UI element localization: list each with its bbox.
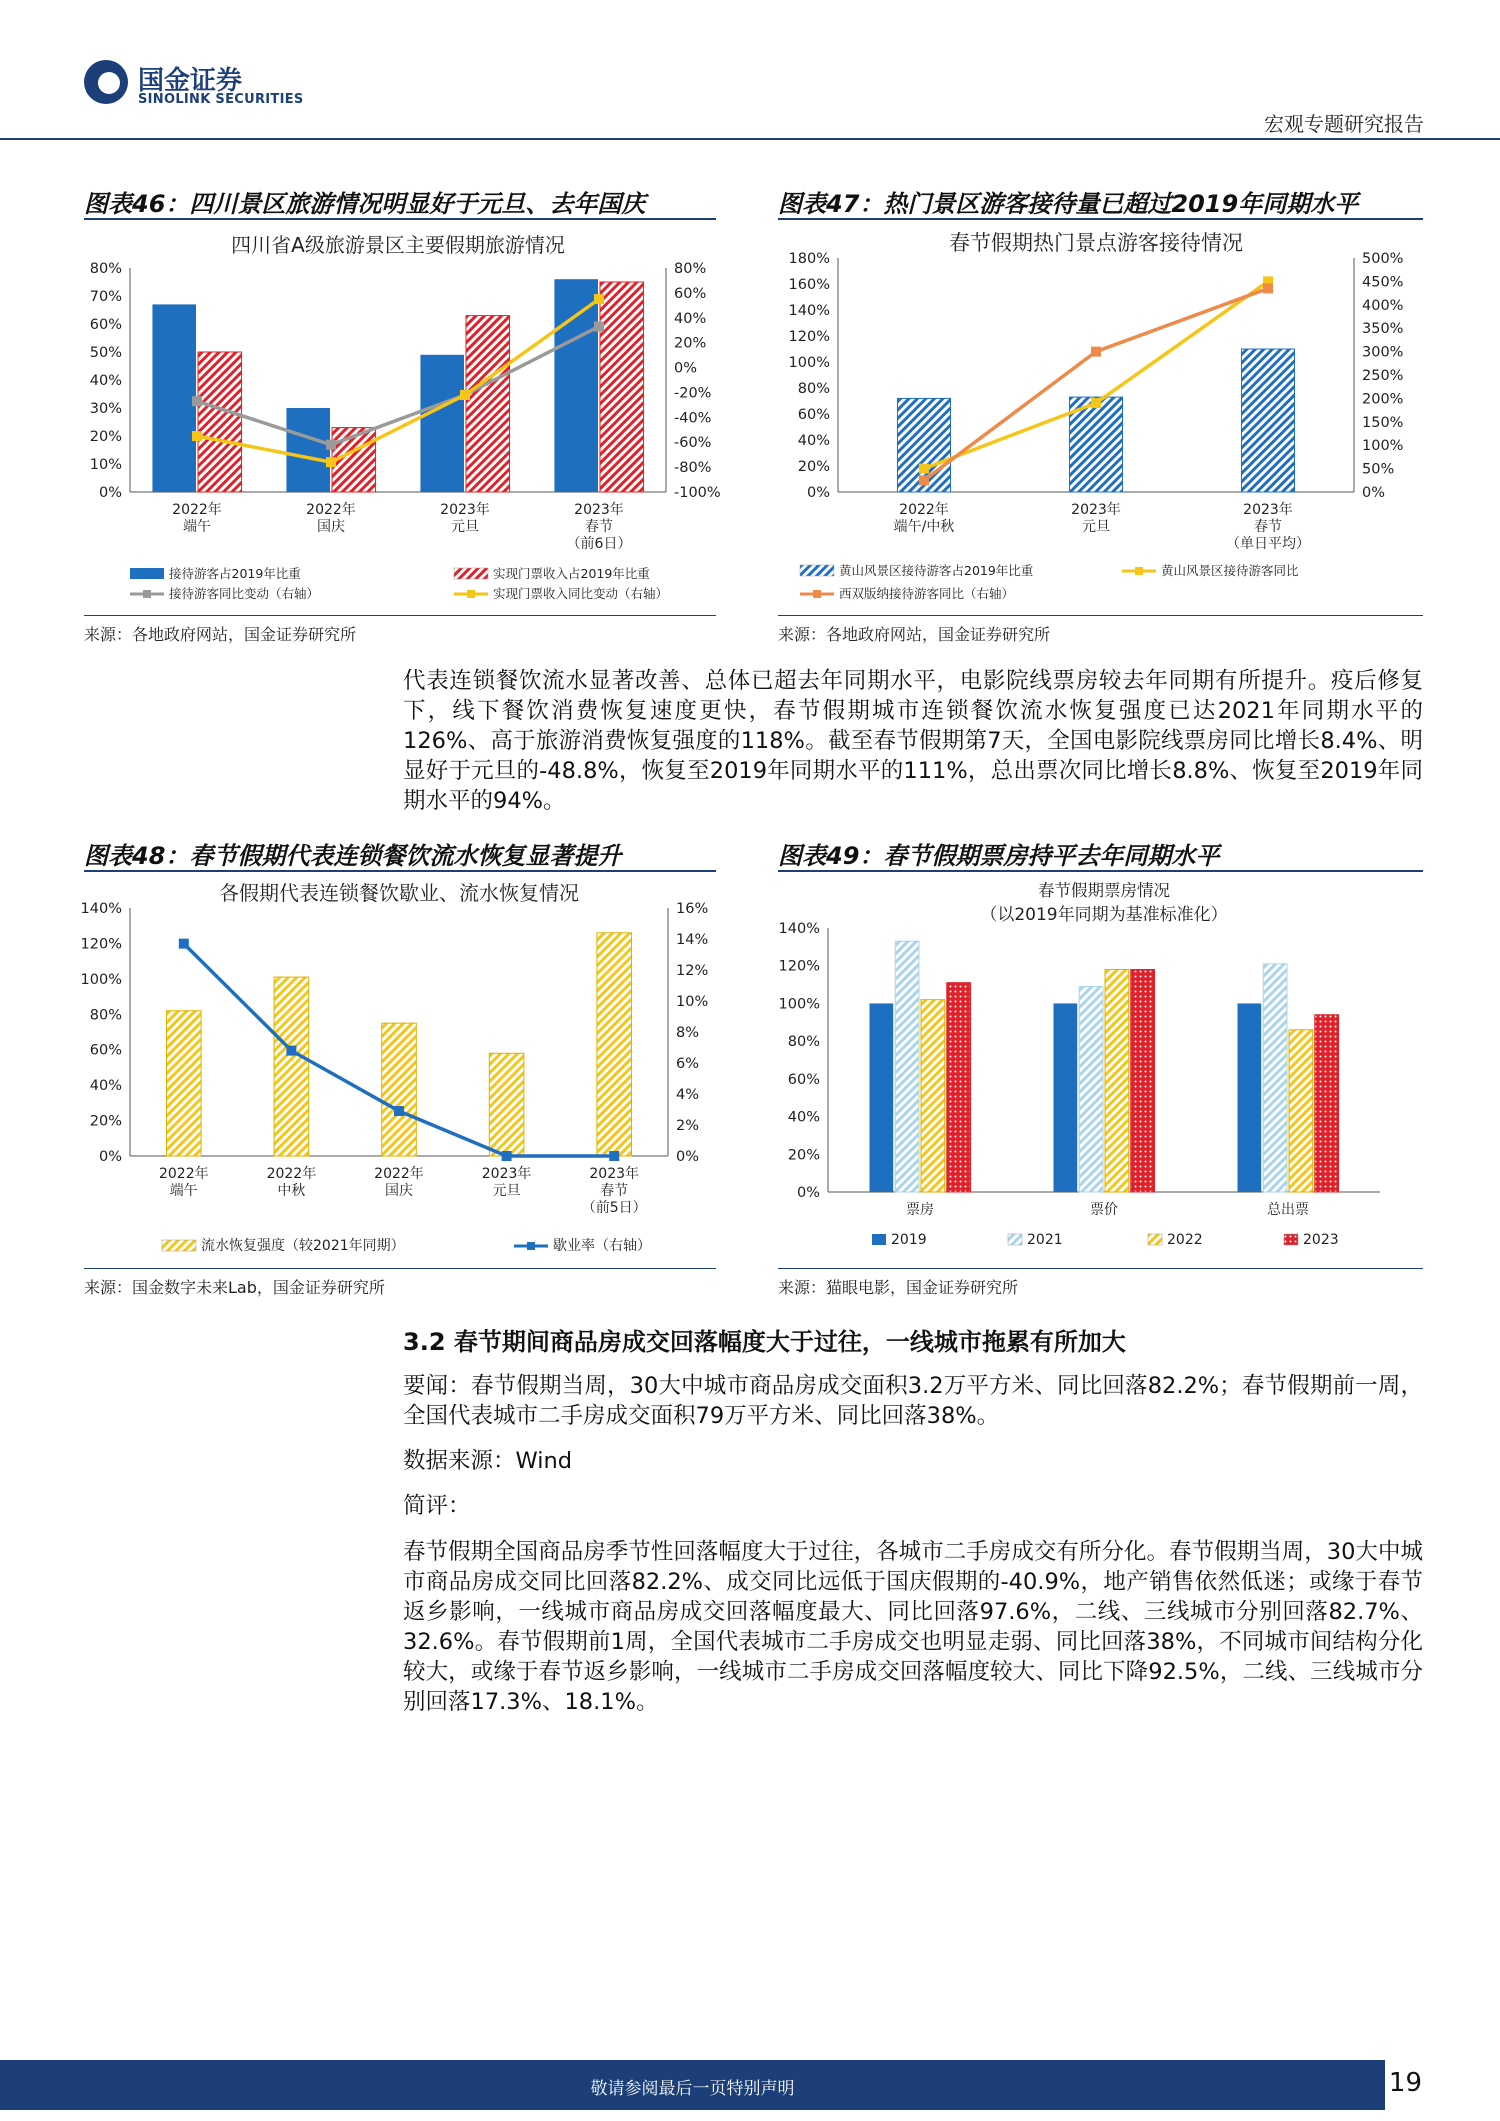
fig49-left-tick-label: 0% xyxy=(796,1185,820,1201)
fig49-bar-2022 xyxy=(1289,1030,1313,1192)
fig47-title-rule xyxy=(778,218,1423,220)
fig49-bar-2023 xyxy=(1315,1015,1339,1192)
fig49-chart-title: 春节假期票房情况 xyxy=(1038,881,1170,900)
fig48-bar-流水恢复强度（较2021年同期） xyxy=(382,1023,417,1156)
fig49-bottom-rule xyxy=(778,1268,1423,1269)
fig46-legend-marker xyxy=(143,590,151,598)
fig48-title-rule xyxy=(84,870,716,872)
fig48-right-tick-label: 16% xyxy=(676,901,709,917)
report-type-label: 宏观专题研究报告 xyxy=(1264,112,1424,136)
page-header xyxy=(0,0,1500,140)
fig46-category-label: （前6日） xyxy=(566,536,632,552)
footer-notice: 敬请参阅最后一页特别声明 xyxy=(590,2079,795,2099)
fig48-source: 来源：国金数字未来Lab，国金证券研究所 xyxy=(84,1278,385,1297)
header-divider xyxy=(0,138,1500,140)
fig47-left-tick-label: 0% xyxy=(806,485,830,501)
fig48-title: 图表48：春节假期代表连锁餐饮流水恢复显著提升 xyxy=(84,842,622,870)
fig48-legend-marker xyxy=(527,1242,535,1250)
fig48-left-tick-label: 60% xyxy=(89,1042,122,1059)
fig48-category-label: 端午 xyxy=(169,1183,198,1199)
fig47-left-tick-label: 40% xyxy=(797,433,830,449)
fig47-right-tick-label: 500% xyxy=(1362,251,1404,267)
logo-chinese-name: 国金证券 xyxy=(138,66,243,96)
fig48-left-tick-label: 140% xyxy=(80,901,122,917)
fig47-legend-marker xyxy=(813,590,821,598)
fig47-right-tick-label: 150% xyxy=(1362,414,1404,431)
fig49-category-label: 票价 xyxy=(1090,1202,1118,1218)
fig47-left-tick-label: 140% xyxy=(788,303,830,319)
fig48-right-tick-label: 0% xyxy=(676,1149,700,1165)
fig49-left-tick-label: 40% xyxy=(787,1109,820,1126)
fig47-title: 图表47：热门景区游客接待量已超过2019年同期水平 xyxy=(778,190,1359,218)
fig48-bar-流水恢复强度（较2021年同期） xyxy=(167,1011,202,1156)
fig46-title-rule xyxy=(84,218,716,220)
fig47-legend-swatch xyxy=(800,565,834,576)
fig46-chart-title: 四川省A级旅游景区主要假期旅游情况 xyxy=(231,233,565,257)
fig47-right-tick-label: 450% xyxy=(1362,274,1404,291)
fig46-right-tick-label: 20% xyxy=(674,335,707,352)
fig46-legend-swatch xyxy=(454,568,488,579)
fig46-bar-接待游客占2019年比重 xyxy=(286,408,330,492)
fig47-category-label: 元旦 xyxy=(1082,519,1110,535)
fig48-right-tick-label: 8% xyxy=(676,1025,700,1041)
page-footer xyxy=(0,2052,1500,2121)
fig47-left-tick-label: 80% xyxy=(797,381,830,397)
fig48-point-歇业率（右轴） xyxy=(286,1046,296,1056)
fig46-category-label: 春节 xyxy=(585,519,613,535)
fig46-left-tick-label: 10% xyxy=(89,457,122,473)
fig49-legend-swatch xyxy=(872,1234,886,1245)
fig47-category-label: 2023年 xyxy=(1071,502,1121,518)
fig48-point-歇业率（右轴） xyxy=(502,1151,512,1161)
fig47-legend-marker xyxy=(1135,567,1143,575)
fig46-bar-接待游客占2019年比重 xyxy=(420,355,464,492)
fig49-bar-2022 xyxy=(1105,969,1129,1192)
fig48-bar-流水恢复强度（较2021年同期） xyxy=(597,933,632,1156)
data-source-line: 数据来源：Wind xyxy=(403,1448,573,1474)
fig47-left-tick-label: 60% xyxy=(797,407,830,423)
fig48-left-tick-label: 80% xyxy=(89,1007,122,1024)
fig47-chart xyxy=(778,222,1423,612)
fig48-right-tick-label: 12% xyxy=(676,963,709,979)
fig46-category-label: 2022年 xyxy=(306,502,356,518)
fig48-right-tick-label: 4% xyxy=(676,1087,700,1103)
fig46-bottom-rule xyxy=(84,615,716,616)
fig47-left-tick-label: 180% xyxy=(788,251,830,267)
fig49-bar-2019 xyxy=(1053,1003,1077,1192)
fig49-title-rule xyxy=(778,870,1423,872)
fig47-right-tick-label: 200% xyxy=(1362,391,1404,408)
fig48-bar-流水恢复强度（较2021年同期） xyxy=(274,977,309,1156)
fig47-point-西双版纳接待游客同比（右轴） xyxy=(1263,283,1273,293)
news-paragraph: 要闻：春节假期当周，30大中城市商品房成交面积3.2万平方米、同比回落82.2%；春节假期前一周，全国代表城市二手房成交面积79万平方米、同比回落38%。 xyxy=(403,1373,1423,1429)
fig48-category-label: 元旦 xyxy=(492,1183,521,1199)
fig48-left-tick-label: 40% xyxy=(89,1078,122,1095)
fig48-right-tick-label: 2% xyxy=(676,1118,700,1134)
fig49-left-tick-label: 120% xyxy=(778,958,820,975)
fig47-bottom-rule xyxy=(778,615,1423,616)
fig46-left-tick-label: 60% xyxy=(89,317,122,333)
fig49-left-tick-label: 140% xyxy=(778,921,820,937)
fig49-bar-2022 xyxy=(921,1000,945,1192)
fig49-bar-2023 xyxy=(947,983,971,1192)
fig48-point-歇业率（右轴） xyxy=(179,939,189,949)
fig49-title: 图表49：春节假期票房持平去年同期水平 xyxy=(778,842,1220,870)
fig48-point-歇业率（右轴） xyxy=(609,1151,619,1161)
fig47-left-tick-label: 120% xyxy=(788,329,830,345)
fig46-right-tick-label: -60% xyxy=(674,435,712,452)
fig48-left-tick-label: 100% xyxy=(80,971,122,988)
fig49-category-label: 总出票 xyxy=(1267,1202,1309,1218)
fig46-chart xyxy=(84,222,721,612)
fig48-right-tick-label: 10% xyxy=(676,994,709,1010)
fig48-legend-label: 歇业率（右轴） xyxy=(553,1238,651,1254)
fig49-legend-label: 2022 xyxy=(1167,1232,1203,1248)
fig47-left-tick-label: 100% xyxy=(788,355,830,371)
fig46-point-接待游客同比变动（右轴） xyxy=(594,321,604,331)
fig48-right-tick-label: 14% xyxy=(676,932,709,948)
fig46-point-接待游客同比变动（右轴） xyxy=(326,440,336,450)
fig48-category-label: （前5日） xyxy=(581,1200,647,1216)
fig47-right-tick-label: 50% xyxy=(1362,461,1395,478)
fig47-legend-label: 黄山风景区接待游客同比 xyxy=(1161,563,1299,578)
section-heading: 3.2 春节期间商品房成交回落幅度大于过往，一线城市拖累有所加大 xyxy=(403,1328,1126,1356)
fig46-category-label: 端午 xyxy=(183,519,211,535)
fig46-legend-marker xyxy=(467,590,475,598)
fig47-category-label: 端午/中秋 xyxy=(893,519,955,535)
fig46-right-tick-label: 60% xyxy=(674,285,707,302)
fig48-category-label: 2022年 xyxy=(266,1166,317,1182)
fig49-chart-subtitle: （以2019年同期为基准标准化） xyxy=(980,905,1228,925)
fig47-point-西双版纳接待游客同比（右轴） xyxy=(919,475,929,485)
fig49-left-tick-label: 60% xyxy=(787,1071,820,1088)
fig46-point-实现门票收入同比变动（右轴） xyxy=(594,294,604,304)
fig47-source: 来源：各地政府网站，国金证券研究所 xyxy=(778,625,1051,644)
fig46-category-label: 国庆 xyxy=(317,519,345,535)
fig47-chart-title: 春节假期热门景点游客接待情况 xyxy=(949,231,1243,255)
fig49-chart xyxy=(778,874,1423,1266)
fig48-category-label: 2023年 xyxy=(481,1166,532,1182)
fig46-right-tick-label: 0% xyxy=(674,360,698,377)
fig46-right-tick-label: 80% xyxy=(674,261,707,277)
fig49-bar-2021 xyxy=(1263,964,1287,1192)
fig46-right-tick-label: 40% xyxy=(674,310,707,327)
fig48-category-label: 春节 xyxy=(600,1183,629,1199)
fig48-legend-label: 流水恢复强度（较2021年同期） xyxy=(201,1238,405,1254)
fig46-point-实现门票收入同比变动（右轴） xyxy=(460,390,470,400)
fig48-category-label: 2023年 xyxy=(589,1166,640,1182)
fig49-bar-2019 xyxy=(1237,1003,1261,1192)
fig47-point-黄山风景区接待游客同比 xyxy=(1091,398,1101,408)
fig47-right-tick-label: 100% xyxy=(1362,438,1404,455)
fig49-left-tick-label: 20% xyxy=(787,1147,820,1164)
fig48-left-tick-label: 120% xyxy=(80,936,122,953)
fig49-source: 来源：猫眼电影，国金证券研究所 xyxy=(778,1278,1019,1297)
fig48-bottom-rule xyxy=(84,1268,716,1269)
fig49-legend-swatch xyxy=(1148,1234,1162,1245)
fig46-bar-实现门票收入占2019年比重 xyxy=(600,282,644,492)
comment-paragraph: 春节假期全国商品房季节性回落幅度大于过往，各城市二手房成交有所分化。春节假期当周，30大中城市商品房成交同比回落82.2%、成交同比远低于国庆假期的-40.9%，地产销售依然低迷；或缘于春节返乡影响，一线城市商品房成交回落幅度最大、同比回落97.6%，二线、三线城市分别回落82.7%、32.6%。春节假期前1周，全国代表城市二手房成交也明显走弱、同比回落38%，不同城市间结构分化较大，或缘于春节返乡影响，一线城市二手房成交回落幅度较大、同比下降92.5%，二线、三线城市分别回落17.3%、18.1%。 xyxy=(403,1539,1423,1715)
fig46-point-实现门票收入同比变动（右轴） xyxy=(326,457,336,467)
fig46-bar-接待游客占2019年比重 xyxy=(152,304,196,492)
fig48-category-label: 2022年 xyxy=(158,1166,209,1182)
fig48-right-tick-label: 6% xyxy=(676,1056,700,1072)
fig47-bar-黄山风景区接待游客占2019年比重 xyxy=(1241,349,1294,492)
fig46-right-tick-label: -80% xyxy=(674,460,712,477)
fig46-left-tick-label: 0% xyxy=(98,485,122,501)
fig49-legend-label: 2023 xyxy=(1303,1232,1339,1248)
fig48-left-tick-label: 0% xyxy=(98,1149,122,1165)
fig46-category-label: 元旦 xyxy=(451,519,479,535)
fig47-point-西双版纳接待游客同比（右轴） xyxy=(1091,347,1101,357)
fig46-right-tick-label: -100% xyxy=(674,485,721,501)
fig47-legend-label: 西双版纳接待游客同比（右轴） xyxy=(839,586,1015,601)
fig46-left-tick-label: 40% xyxy=(89,373,122,389)
fig46-line-实现门票收入同比变动（右轴） xyxy=(197,299,599,462)
fig46-source: 来源：各地政府网站，国金证券研究所 xyxy=(84,625,357,644)
fig48-left-tick-label: 20% xyxy=(89,1113,122,1130)
fig47-left-tick-label: 20% xyxy=(797,459,830,475)
fig48-legend-swatch xyxy=(162,1240,196,1251)
fig47-right-tick-label: 400% xyxy=(1362,297,1404,314)
fig46-point-实现门票收入同比变动（右轴） xyxy=(192,431,202,441)
fig49-legend-label: 2021 xyxy=(1027,1232,1063,1248)
fig48-point-歇业率（右轴） xyxy=(394,1106,404,1116)
fig47-category-label: 2022年 xyxy=(899,502,949,518)
fig46-category-label: 2022年 xyxy=(172,502,222,518)
fig46-left-tick-label: 70% xyxy=(89,289,122,305)
fig46-left-tick-label: 50% xyxy=(89,345,122,361)
sinolink-logo-icon xyxy=(84,60,128,104)
fig46-bar-实现门票收入占2019年比重 xyxy=(466,316,510,492)
fig48-bar-流水恢复强度（较2021年同期） xyxy=(489,1053,524,1156)
fig47-right-tick-label: 0% xyxy=(1362,485,1386,501)
fig46-bar-接待游客占2019年比重 xyxy=(554,279,598,492)
fig47-category-label: （单日平均） xyxy=(1226,536,1310,552)
fig46-legend-label: 接待游客同比变动（右轴） xyxy=(169,586,320,601)
fig49-legend-swatch xyxy=(1284,1234,1298,1245)
fig46-legend-swatch xyxy=(130,568,164,579)
fig47-right-tick-label: 350% xyxy=(1362,321,1404,338)
fig46-bar-实现门票收入占2019年比重 xyxy=(198,352,242,492)
fig49-left-tick-label: 100% xyxy=(778,996,820,1013)
fig46-legend-label: 实现门票收入同比变动（右轴） xyxy=(493,586,669,601)
fig46-left-tick-label: 30% xyxy=(89,401,122,417)
fig46-legend-label: 实现门票收入占2019年比重 xyxy=(493,566,650,581)
fig46-left-tick-label: 20% xyxy=(89,429,122,445)
body-paragraph-1: 代表连锁餐饮流水显著改善、总体已超去年同期水平，电影院线票房较去年同期有所提升。疫后修复下，线下餐饮消费恢复速度更快，春节假期城市连锁餐饮流水恢复强度已达2021年同期水平的126%、高于旅游消费恢复强度的118%。截至春节假期第7天，全国电影院线票房同比增长8.4%、明显好于元旦的-48.8%，恢复至2019年同期水平的111%，总出票次同比增长8.8%、恢复至2019年同期水平的94%。 xyxy=(403,668,1423,814)
logo-english-name: SINOLINK SECURITIES xyxy=(138,92,304,107)
fig49-bar-2021 xyxy=(895,941,919,1192)
fig46-category-label: 2023年 xyxy=(574,502,624,518)
fig49-bar-2023 xyxy=(1131,969,1155,1192)
fig49-legend-label: 2019 xyxy=(891,1232,927,1248)
fig48-chart xyxy=(80,874,716,1266)
fig46-category-label: 2023年 xyxy=(440,502,490,518)
fig46-title: 图表46：四川景区旅游情况明显好于元旦、去年国庆 xyxy=(84,190,646,218)
fig48-chart-title: 各假期代表连锁餐饮歇业、流水恢复情况 xyxy=(219,881,579,905)
fig49-bar-2021 xyxy=(1079,986,1103,1192)
fig48-category-label: 2022年 xyxy=(374,1166,424,1182)
fig49-category-label: 票房 xyxy=(906,1202,934,1218)
fig49-legend-swatch xyxy=(1008,1234,1022,1245)
fig46-point-接待游客同比变动（右轴） xyxy=(192,396,202,406)
fig49-left-tick-label: 80% xyxy=(787,1034,820,1051)
fig47-point-黄山风景区接待游客同比 xyxy=(919,464,929,474)
page-number: 19 xyxy=(1388,2068,1422,2098)
fig47-category-label: 2023年 xyxy=(1243,502,1293,518)
fig47-right-tick-label: 300% xyxy=(1362,344,1404,361)
fig48-category-label: 国庆 xyxy=(385,1183,413,1199)
fig47-legend-label: 黄山风景区接待游客占2019年比重 xyxy=(839,563,1034,578)
fig47-category-label: 春节 xyxy=(1254,519,1282,535)
fig47-left-tick-label: 160% xyxy=(788,277,830,293)
fig48-category-label: 中秋 xyxy=(277,1183,306,1199)
fig46-left-tick-label: 80% xyxy=(89,261,122,277)
fig46-legend-label: 接待游客占2019年比重 xyxy=(169,566,301,581)
comment-label: 简评： xyxy=(403,1493,471,1519)
fig47-right-tick-label: 250% xyxy=(1362,368,1404,384)
fig46-right-tick-label: -20% xyxy=(674,385,712,402)
fig49-bar-2019 xyxy=(869,1003,893,1192)
fig46-right-tick-label: -40% xyxy=(674,410,712,427)
